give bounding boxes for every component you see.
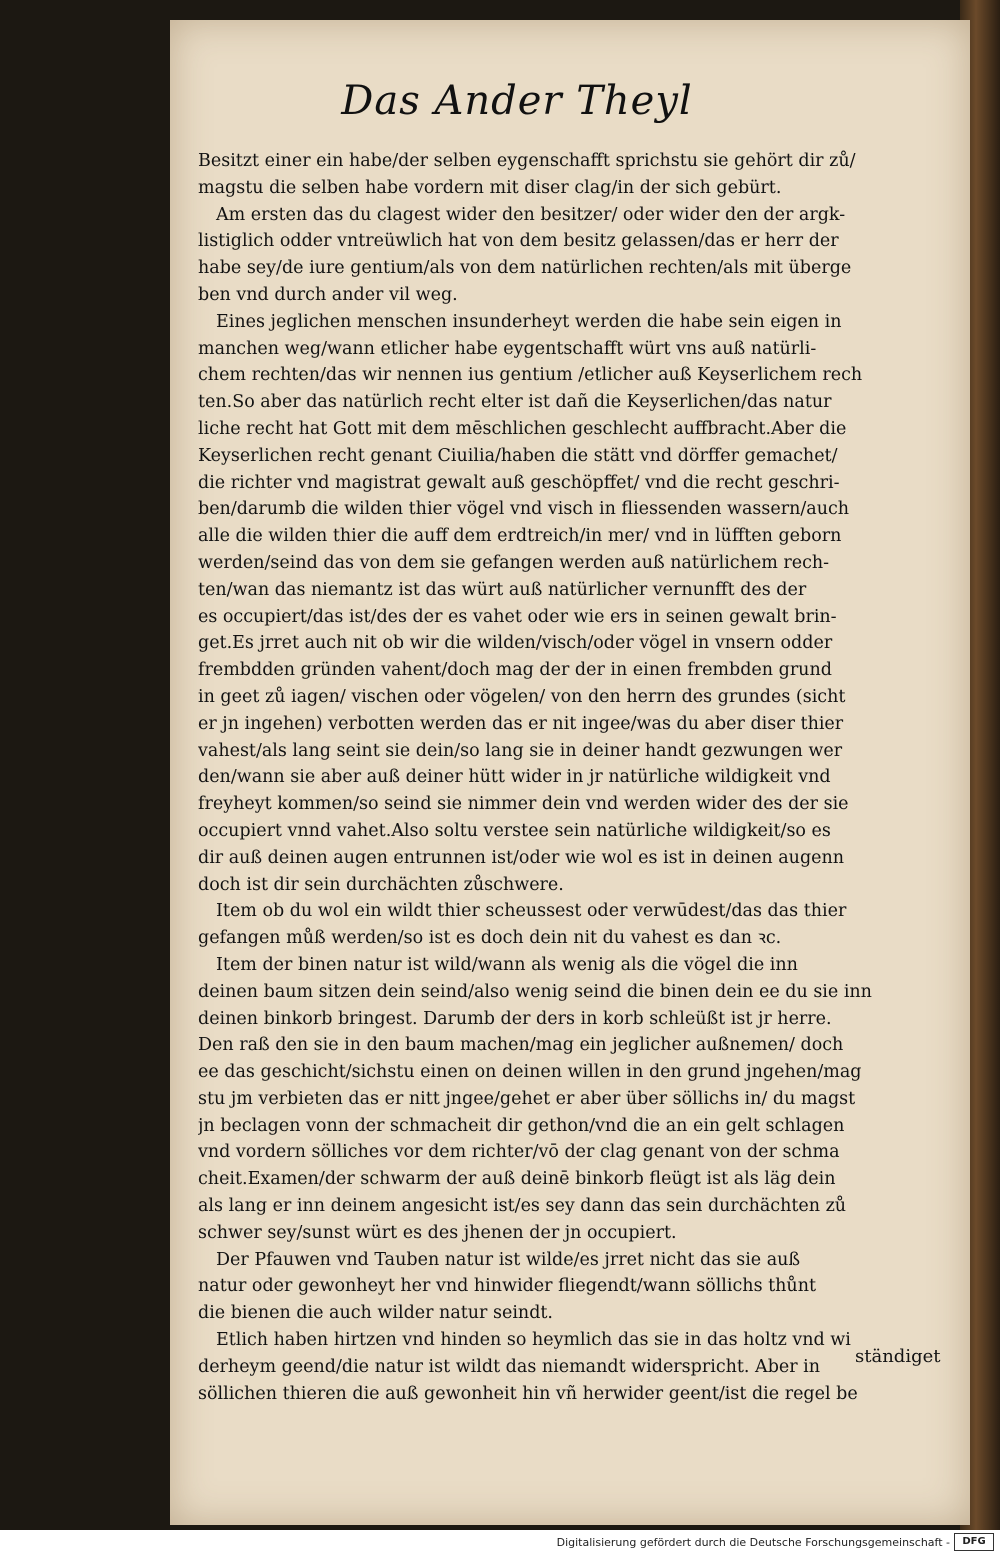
text-line: Item der binen natur ist wild/wann als wenig als die vögel die inn <box>216 954 798 975</box>
text-line: schwer sey/sunst würt es des jhenen der jn occupiert. <box>198 1222 677 1243</box>
text-line: vnd vordern sölliches vor dem richter/vō der clag genant von der schma <box>198 1142 840 1163</box>
text-line: er jn ingehen) verbotten werden das er nit ingee/was du aber diser thier <box>198 713 844 734</box>
text-line: die richter vnd magistrat gewalt auß geschöpffet/ vnd die recht geschri- <box>198 472 840 493</box>
text-line: ten/wan das niemantz ist das würt auß natürlicher vernunfft des der <box>198 579 807 600</box>
body-text <box>198 148 943 1407</box>
text-line: Item ob du wol ein wildt thier scheussest oder verwūdest/das das thier <box>216 901 847 922</box>
text-line: deinen binkorb bringest. Darumb der ders in korb schleüßt ist jr herre. <box>198 1008 832 1029</box>
text-line: derheym geend/die natur ist wildt das niemandt widerspricht. Aber in <box>198 1356 821 1377</box>
text-line: Keyserlichen recht genant Ciuilia/haben die stätt vnd dörffer gemachet/ <box>198 445 838 466</box>
text-line: liche recht hat Gott mit dem mēschlichen geschlecht auffbracht.Aber die <box>198 418 847 439</box>
text-line: magstu die selben habe vordern mit diser clag/in der sich gebürt. <box>198 177 782 198</box>
text-line: cheit.Examen/der schwarm der auß deinē binkorb fleügt ist als läg dein <box>198 1169 836 1190</box>
text-line: occupiert vnnd vahet.Also soltu verstee sein natürliche wildigkeit/so es <box>198 820 831 841</box>
text-line: gefangen můß werden/so ist es doch dein nit du vahest es dan ꝛc. <box>198 928 782 949</box>
text-line: ee das geschicht/sichstu einen on deinen willen in den grund jngehen/mag <box>198 1062 862 1083</box>
text-line: habe sey/de iure gentium/als von dem natürlichen rechten/als mit überge <box>198 258 852 279</box>
dfg-logo: DFG <box>954 1533 994 1551</box>
catchword: ständiget <box>855 1346 941 1367</box>
text-line: es occupiert/das ist/des der es vahet oder wie ers in seinen gewalt brin- <box>198 606 837 627</box>
text-line: doch ist dir sein durchächten zůschwere. <box>198 874 564 895</box>
text-line: Eines jeglichen menschen insunderheyt werden die habe sein eigen in <box>216 311 842 332</box>
text-line: den/wann sie aber auß deiner hütt wider in jr natürliche wildigkeit vnd <box>198 767 831 788</box>
text-line: ben/darumb die wilden thier vögel vnd visch in fliessenden wassern/auch <box>198 499 850 520</box>
text-line: manchen weg/wann etlicher habe eygentschafft würt vns auß natürli- <box>198 338 817 359</box>
text-line: Den raß den sie in den baum machen/mag ein jeglicher außnemen/ doch <box>198 1035 844 1056</box>
text-line: als lang er inn deinem angesicht ist/es sey dann das sein durchächten zů <box>198 1196 847 1217</box>
text-line: ten.So aber das natürlich recht elter ist dañ die Keyserlichen/das natur <box>198 392 832 413</box>
text-line: jn beclagen vonn der schmacheit dir gethon/vnd die an ein gelt schlagen <box>198 1115 845 1136</box>
text-line: frembdden gründen vahent/doch mag der der in einen frembden grund <box>198 660 832 681</box>
text-line: natur oder gewonheyt her vnd hinwider fliegendt/wann söllichs thůnt <box>198 1276 816 1297</box>
text-line: deinen baum sitzen dein seind/also wenig seind die binen dein ee du sie inn <box>198 981 872 1002</box>
footer-credit: Digitalisierung gefördert durch die Deutsche Forschungsgemeinschaft - <box>556 1536 950 1549</box>
text-line: stu jm verbieten das er nitt jngee/gehet er aber über söllichs in/ du magst <box>198 1088 856 1109</box>
page-header: Das Ander Theyl <box>341 78 693 124</box>
text-line: die bienen die auch wilder natur seindt. <box>198 1303 553 1324</box>
text-line: Besitzt einer ein habe/der selben eygenschafft sprichstu sie gehört dir zů/ <box>198 151 856 171</box>
text-line: chem rechten/das wir nennen ius gentium /etlicher auß Keyserlichem rech <box>198 365 863 386</box>
text-line: söllichen thieren die auß gewonheit hin vñ herwider geent/ist die regel be <box>198 1383 858 1404</box>
text-line: freyheyt kommen/so seind sie nimmer dein vnd werden wider des der sie <box>198 794 849 815</box>
text-line: ben vnd durch ander vil weg. <box>198 284 458 305</box>
text-line: alle die wilden thier die auff dem erdtreich/in mer/ vnd in lüfften geborn <box>198 526 842 547</box>
text-line: Am ersten das du clagest wider den besitzer/ oder wider den der argk- <box>216 204 846 225</box>
text-line: vahest/als lang seint sie dein/so lang sie in deiner handt gezwungen wer <box>198 740 843 761</box>
text-line: get.Es jrret auch nit ob wir die wilden/visch/oder vögel in vnsern odder <box>198 633 833 654</box>
text-line: in geet zů iagen/ vischen oder vögelen/ von den herrn des grundes (sicht <box>198 686 846 707</box>
text-line: listiglich odder vntreüwlich hat von dem besitz gelassen/das er herr der <box>198 231 839 252</box>
text-line: Etlich haben hirtzen vnd hinden so heymlich das sie in das holtz vnd wi <box>216 1330 851 1351</box>
text-line: dir auß deinen augen entrunnen ist/oder wie wol es ist in deinen augenn <box>198 847 845 868</box>
text-line: werden/seind das von dem sie gefangen werden auß natürlichem rech- <box>198 552 830 573</box>
text-line: Der Pfauwen vnd Tauben natur ist wilde/es jrret nicht das sie auß <box>216 1249 801 1270</box>
